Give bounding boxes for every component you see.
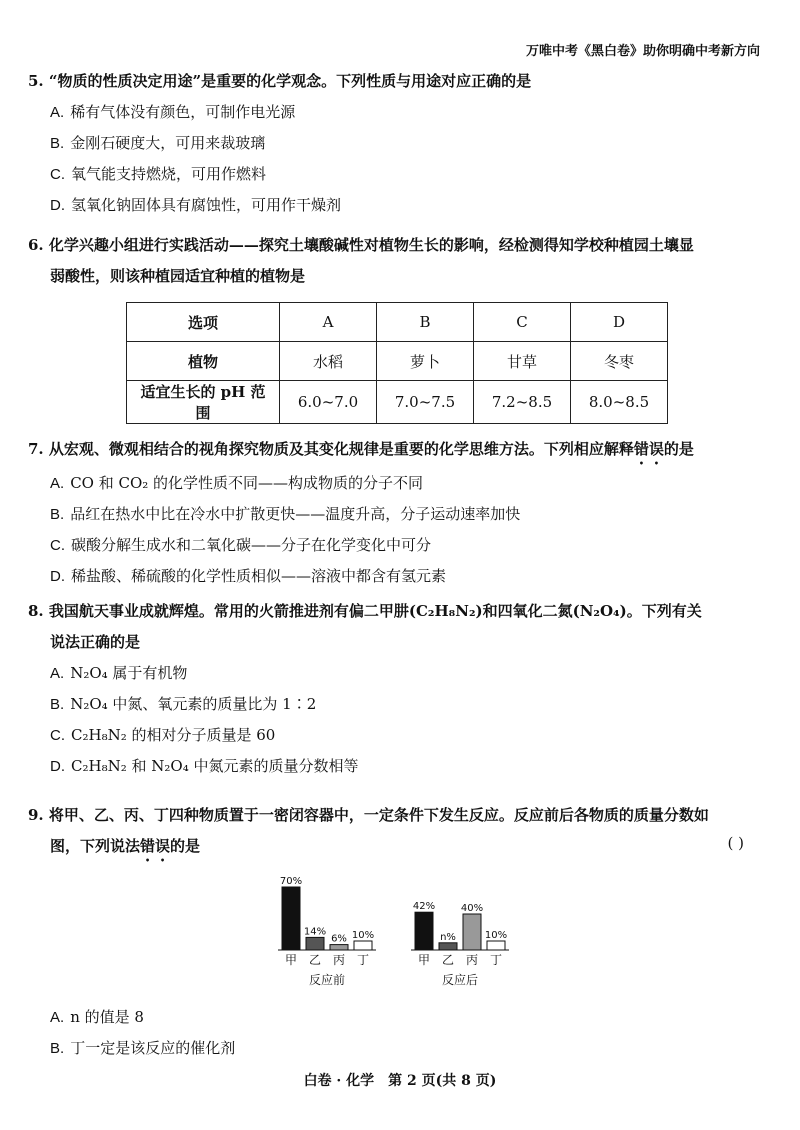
bar-甲 <box>282 887 300 950</box>
ph-table <box>126 302 668 424</box>
q6-stem-line2: 弱酸性，则该种植园适宜种植的植物是 <box>50 267 306 285</box>
bar-乙 <box>306 937 324 950</box>
q8-option-a[interactable]: A. N₂O₄ 属于有机物 <box>50 664 188 682</box>
category-label: 丁 <box>356 953 370 967</box>
category-label: 甲 <box>417 953 431 967</box>
chart-title: 反应后 <box>441 973 479 987</box>
table-cell: 7.2~8.5 <box>474 381 571 424</box>
q9-stem-line1: 9. 将甲、乙、丙、丁四种物质置于一密闭容器中，一定条件下发生反应。反应前后各物质的质量分数如 <box>28 806 709 824</box>
q7-stem: 7. 从宏观、微观相结合的视角探究物质及其变化规律是重要的化学思维方法。下列相应解释错误的是 <box>28 440 694 458</box>
bar-label: 40% <box>460 903 484 914</box>
bar-label: 70% <box>279 876 303 887</box>
question-6 <box>28 230 768 292</box>
table-cell: 7.0~7.5 <box>377 381 474 424</box>
table-cell: 萝卜 <box>377 342 474 381</box>
category-label: 乙 <box>441 953 455 967</box>
table-cell: 适宜生长的 pH 范围 <box>127 381 280 424</box>
bar-丁 <box>354 941 372 950</box>
q5-stem: 5. “物质的性质决定用途”是重要的化学观念。下列性质与用途对应正确的是 <box>28 72 532 90</box>
table-header-cell: B <box>377 303 474 342</box>
table-cell: 甘草 <box>474 342 571 381</box>
q9-stem-line2: 图，下列说法错误的是 <box>50 837 201 855</box>
category-label: 甲 <box>284 953 298 967</box>
question-8 <box>28 596 768 782</box>
table-row <box>127 381 668 424</box>
bar-甲 <box>415 912 433 950</box>
bar-label: n% <box>440 931 456 943</box>
bar-label: 10% <box>484 930 508 941</box>
q8-stem-line2: 说法正确的是 <box>50 633 141 651</box>
chart-svg <box>270 862 540 1002</box>
q7-option-a[interactable]: A. CO 和 CO₂ 的化学性质不同——构成物质的分子不同 <box>50 474 424 492</box>
q7-option-b[interactable]: B. 品红在热水中比在冷水中扩散更快——温度升高，分子运动速率加快 <box>50 505 521 523</box>
bar-label: 42% <box>412 901 436 913</box>
q9-option-b[interactable]: B. 丁一定是该反应的催化剂 <box>50 1039 236 1057</box>
q9-option-a[interactable]: A. n 的值是 8 <box>50 1008 144 1026</box>
table-cell: 水稻 <box>280 342 377 381</box>
table-header-cell: D <box>571 303 668 342</box>
page-header: 万唯中考《黑白卷》助你明确中考新方向 <box>525 44 760 59</box>
category-label: 乙 <box>308 953 322 967</box>
q7-option-c[interactable]: C. 碳酸分解生成水和二氧化碳——分子在化学变化中可分 <box>50 536 432 554</box>
bar-丁 <box>487 941 505 950</box>
table-header-cell: 选项 <box>127 303 280 342</box>
table-cell: 植物 <box>127 342 280 381</box>
q5-option-d[interactable]: D. 氢氧化钠固体具有腐蚀性，可用作干燥剂 <box>50 196 342 214</box>
category-label: 丁 <box>489 953 503 967</box>
category-label: 丙 <box>465 953 479 967</box>
mass-fraction-charts <box>270 862 540 1002</box>
table-header-cell: A <box>280 303 377 342</box>
q5-option-c[interactable]: C. 氧气能支持燃烧，可用作燃料 <box>50 165 267 183</box>
table-row <box>127 342 668 381</box>
question-5 <box>28 66 768 221</box>
page-footer: 白卷 · 化学 第 2 页(共 8 页) <box>303 1073 497 1089</box>
q8-option-c[interactable]: C. C₂H₈N₂ 的相对分子质量是 60 <box>50 726 276 744</box>
q7-option-d[interactable]: D. 稀盐酸、稀硫酸的化学性质相似——溶液中都含有氢元素 <box>50 567 447 585</box>
bar-乙 <box>439 943 457 950</box>
bar-label: 10% <box>351 930 375 941</box>
bar-label: 6% <box>331 933 347 945</box>
table-header-row <box>127 303 668 342</box>
q8-option-d[interactable]: D. C₂H₈N₂ 和 N₂O₄ 中氮元素的质量分数相等 <box>50 757 359 775</box>
bar-丙 <box>463 914 481 950</box>
q8-stem-line1: 8. 我国航天事业成就辉煌。常用的火箭推进剂有偏二甲肼(C₂H₈N₂)和四氧化二氮(N₂O₄)。下列有关 <box>28 602 702 620</box>
q5-option-b[interactable]: B. 金刚石硬度大，可用来裁玻璃 <box>50 134 266 152</box>
question-7 <box>28 434 768 592</box>
table-header-cell: C <box>474 303 571 342</box>
bar-label: 14% <box>303 926 327 938</box>
question-9 <box>28 800 768 865</box>
table-cell: 8.0~8.5 <box>571 381 668 424</box>
table-cell: 6.0~7.0 <box>280 381 377 424</box>
chart-title: 反应前 <box>308 973 346 987</box>
q8-option-b[interactable]: B. N₂O₄ 中氮、氧元素的质量比为 1∶2 <box>50 695 317 713</box>
table-cell: 冬枣 <box>571 342 668 381</box>
category-label: 丙 <box>332 953 346 967</box>
question-9-options <box>28 1002 768 1064</box>
q6-stem-line1: 6. 化学兴趣小组进行实践活动——探究土壤酸碱性对植物生长的影响，经检测得知学校种植园土壤显 <box>28 236 694 254</box>
q5-option-a[interactable]: A. 稀有气体没有颜色，可制作电光源 <box>50 103 296 121</box>
bar-丙 <box>330 945 348 950</box>
answer-paren[interactable]: ( ) <box>727 834 744 852</box>
